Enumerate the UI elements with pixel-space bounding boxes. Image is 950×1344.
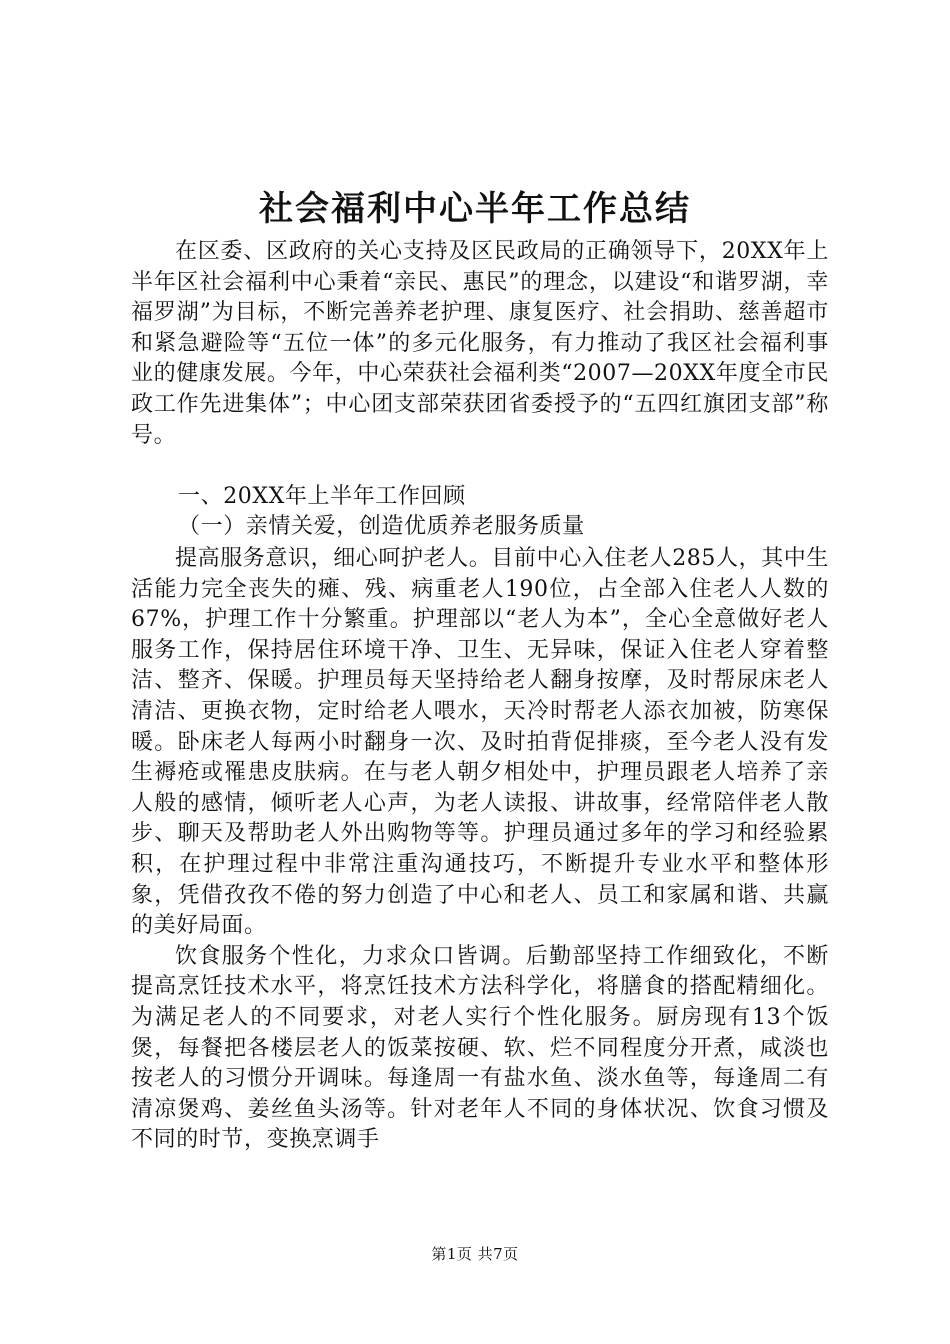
subsection-heading: （一）亲情关爱，创造优质养老服务质量 (178, 514, 585, 539)
body-paragraph: 饮食服务个性化，力求众口皆调。后勤部坚持工作细致化，不断提高烹饪技术水平，将烹饪技术方法科学化，将膳食的搭配精细化。为满足老人的不同要求，对老人实行个性化服务。厨房现有13个饭煲，每餐把各楼层老人的饭菜按硬、软、烂不同程度分开煮，咸淡也按老人的习惯分开调味。每逢周一有盐水鱼、淡水鱼等，每逢周二有清凉煲鸡、姜丝鱼头汤等。针对老年人不同的身体状况、饮食习惯及不同的时节，变换烹调手 (131, 943, 829, 1153)
intro-paragraph: 在区委、区政府的关心支持及区民政局的正确领导下，20XX年上半年区社会福利中心秉着“亲民、惠民”的理念，以建设“和谐罗湖，幸福罗湖”为目标，不断完善养老护理、康复医疗、社会捐助、慈善超市和紧急避险等“五位一体”的多元化服务，有力推动了我区社会福利事业的健康发展。今年，中心荣获社会福利类“2007—20XX年度全市民政工作先进集体”；中心团支部荣获团省委授予的“五四红旗团支部”称号。 (131, 239, 829, 448)
body-section (131, 544, 829, 1156)
section-heading: 一、20XX年上半年工作回顾 (178, 484, 466, 509)
page-footer: 第1页 共7页 (431, 1245, 519, 1263)
intro-section (131, 237, 829, 451)
document-title: 社会福利中心半年工作总结 (259, 189, 691, 229)
body-paragraph: 提高服务意识，细心呵护老人。目前中心入住老人285人，其中生活能力完全丧失的瘫、残、病重老人190位，占全部入住老人人数的67%，护理工作十分繁重。护理部以“老人为本”，全心全意做好老人服务工作，保持居住环境干净、卫生、无异味，保证入住老人穿着整洁、整齐、保暖。护理员每天坚持给老人翻身按摩，及时帮尿床老人清洁、更换衣物，定时给老人喂水，天冷时帮老人添衣加被，防寒保暖。卧床老人每两小时翻身一次、及时拍背促排痰，至今老人没有发生褥疮或罹患皮肤病。在与老人朝夕相处中，护理员跟老人培养了亲人般的感情，倾听老人心声，为老人读报、讲故事，经常陪伴老人散步、聊天及帮助老人外出购物等等。护理员通过多年的学习和经验累积，在护理过程中非常注重沟通技巧，不断提升专业水平和整体形象，凭借孜孜不倦的努力创造了中心和老人、员工和家属和谐、共赢的美好局面。 (131, 546, 829, 939)
